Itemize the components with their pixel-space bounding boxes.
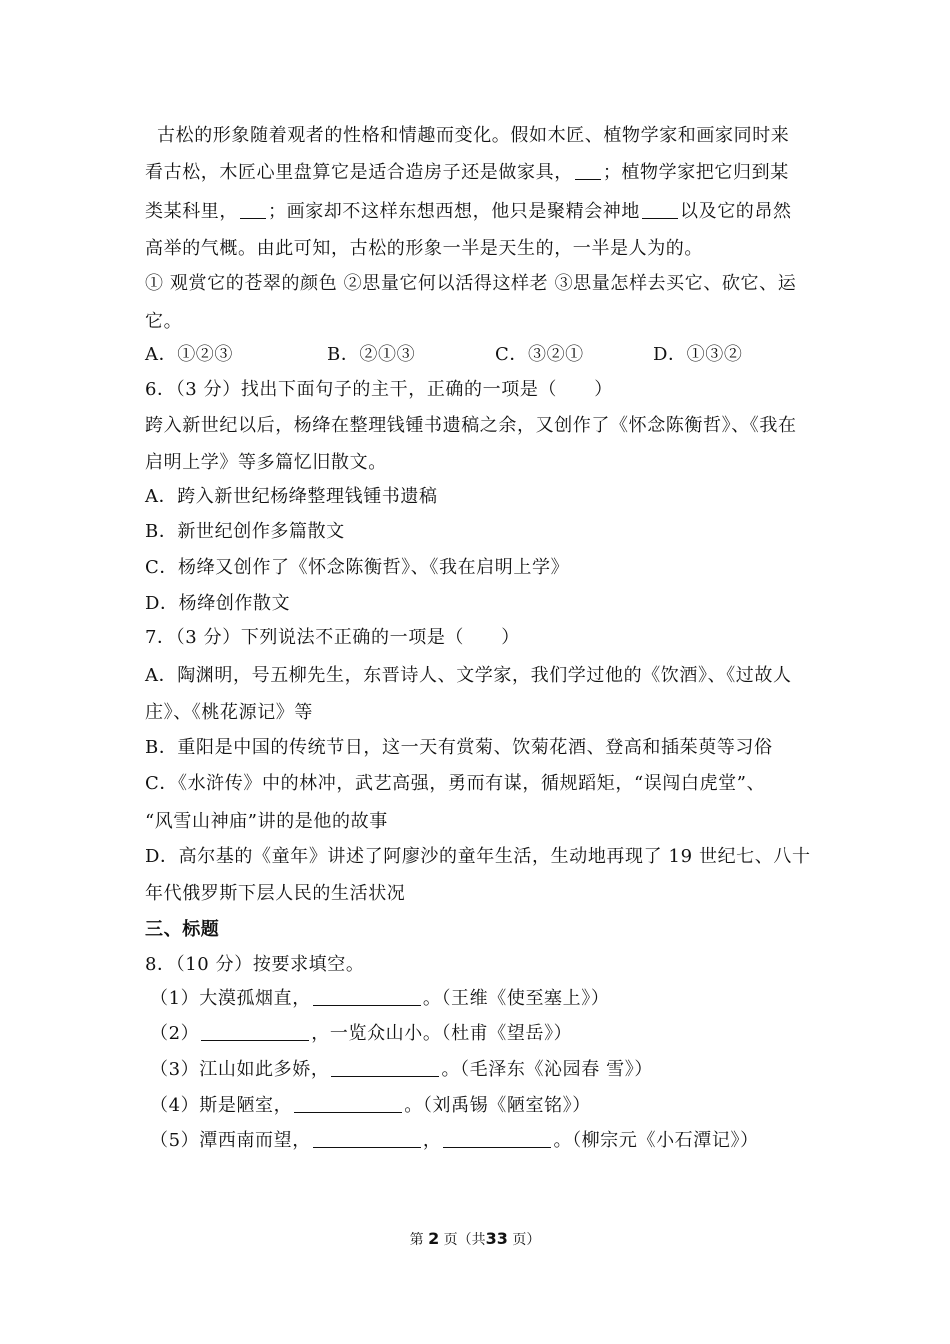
fill-blank[interactable] [294, 1094, 402, 1113]
q8-item-3: （3）江山如此多娇， 。（毛泽东《沁园春 雪》） [150, 1059, 653, 1080]
q6-option-b[interactable]: B．新世纪创作多篇散文 [145, 521, 345, 542]
q6-option-a[interactable]: A．跨入新世纪杨绛整理钱锺书遗稿 [145, 486, 438, 507]
q6-option-d[interactable]: D．杨绛创作散文 [145, 593, 291, 614]
q7-option-a-cont: 庄》、《桃花源记》等 [145, 702, 313, 723]
q7-option-b[interactable]: B．重阳是中国的传统节日，这一天有赏菊、饮菊花酒、登高和插茱萸等习俗 [145, 737, 773, 758]
passage-line-4: 高举的气概。由此可知，古松的形象一半是天生的，一半是人为的。 [145, 238, 703, 259]
q7-option-c[interactable]: C．《水浒传》中的林冲，武艺高强，勇而有谋，循规蹈矩，“误闯白虎堂”、 [145, 773, 766, 794]
q7-stem: 7．（3 分）下列说法不正确的一项是（ ） [145, 627, 520, 648]
passage-line-1: 古松的形象随着观者的性格和情趣而变化。假如木匠、植物学家和画家同时来 [157, 125, 790, 146]
answer-blank[interactable] [575, 161, 601, 180]
q8-item-5: （5）潭西南而望， ， 。（柳宗元《小石潭记》） [150, 1130, 759, 1151]
q8-stem: 8．（10 分）按要求填空。 [145, 954, 365, 975]
q5-option-b[interactable]: B．②①③ [327, 344, 416, 365]
q7-option-a[interactable]: A．陶渊明，号五柳先生，东晋诗人、文学家，我们学过他的《饮酒》、《过故人 [145, 665, 792, 686]
q8-item-1: （1）大漠孤烟直， 。（王维《使至塞上》） [150, 988, 610, 1009]
q6-sentence-line-1: 跨入新世纪以后，杨绛在整理钱锺书遗稿之余，又创作了《怀念陈衡哲》、《我在 [145, 415, 797, 436]
fill-blank[interactable] [313, 987, 421, 1006]
passage-line-2: 看古松，木匠心里盘算它是适合造房子还是做家具， ；植物学家把它归到某 [145, 162, 789, 183]
q6-stem: 6．（3 分）找出下面句子的主干，正确的一项是（ ） [145, 379, 613, 400]
section-heading: 三、标题 [145, 919, 220, 940]
q7-option-c-cont: “风雪山神庙”讲的是他的故事 [145, 811, 388, 832]
fill-blank[interactable] [443, 1129, 551, 1148]
fill-blank[interactable] [331, 1058, 439, 1077]
passage-line-3: 类某科里， ；画家却不这样东想西想，他只是聚精会神地 以及它的昂然 [145, 201, 792, 222]
q5-option-a[interactable]: A．①②③ [145, 344, 233, 365]
answer-blank[interactable] [642, 200, 678, 219]
q5-option-c[interactable]: C．③②① [495, 344, 584, 365]
q7-option-d[interactable]: D．高尔基的《童年》讲述了阿廖沙的童年生活，生动地再现了 19 世纪七、八十 [145, 846, 811, 867]
fill-blank[interactable] [201, 1022, 309, 1041]
q5-option-d[interactable]: D．①③② [653, 344, 743, 365]
q7-option-d-cont: 年代俄罗斯下层人民的生活状况 [145, 883, 406, 904]
q8-item-4: （4）斯是陋室， 。（刘禹锡《陋室铭》） [150, 1095, 591, 1116]
answer-blank[interactable] [240, 200, 266, 219]
passage-choices-line: ① 观赏它的苍翠的颜色 ②思量它何以活得这样老 ③思量怎样去买它、砍它、运 [145, 273, 797, 294]
q6-option-c[interactable]: C．杨绛又创作了《怀念陈衡哲》、《我在启明上学》 [145, 557, 570, 578]
fill-blank[interactable] [313, 1129, 421, 1148]
page-total: 33 [485, 1229, 508, 1248]
passage-choices-line-cont: 它。 [145, 311, 183, 332]
q6-sentence-line-2: 启明上学》等多篇忆旧散文。 [145, 452, 387, 473]
page-number: 2 [428, 1229, 440, 1248]
q8-item-2: （2） ，一览众山小。（杜甫《望岳》） [150, 1023, 573, 1044]
page-footer: 第 2 页（共33 页） [409, 1229, 541, 1248]
